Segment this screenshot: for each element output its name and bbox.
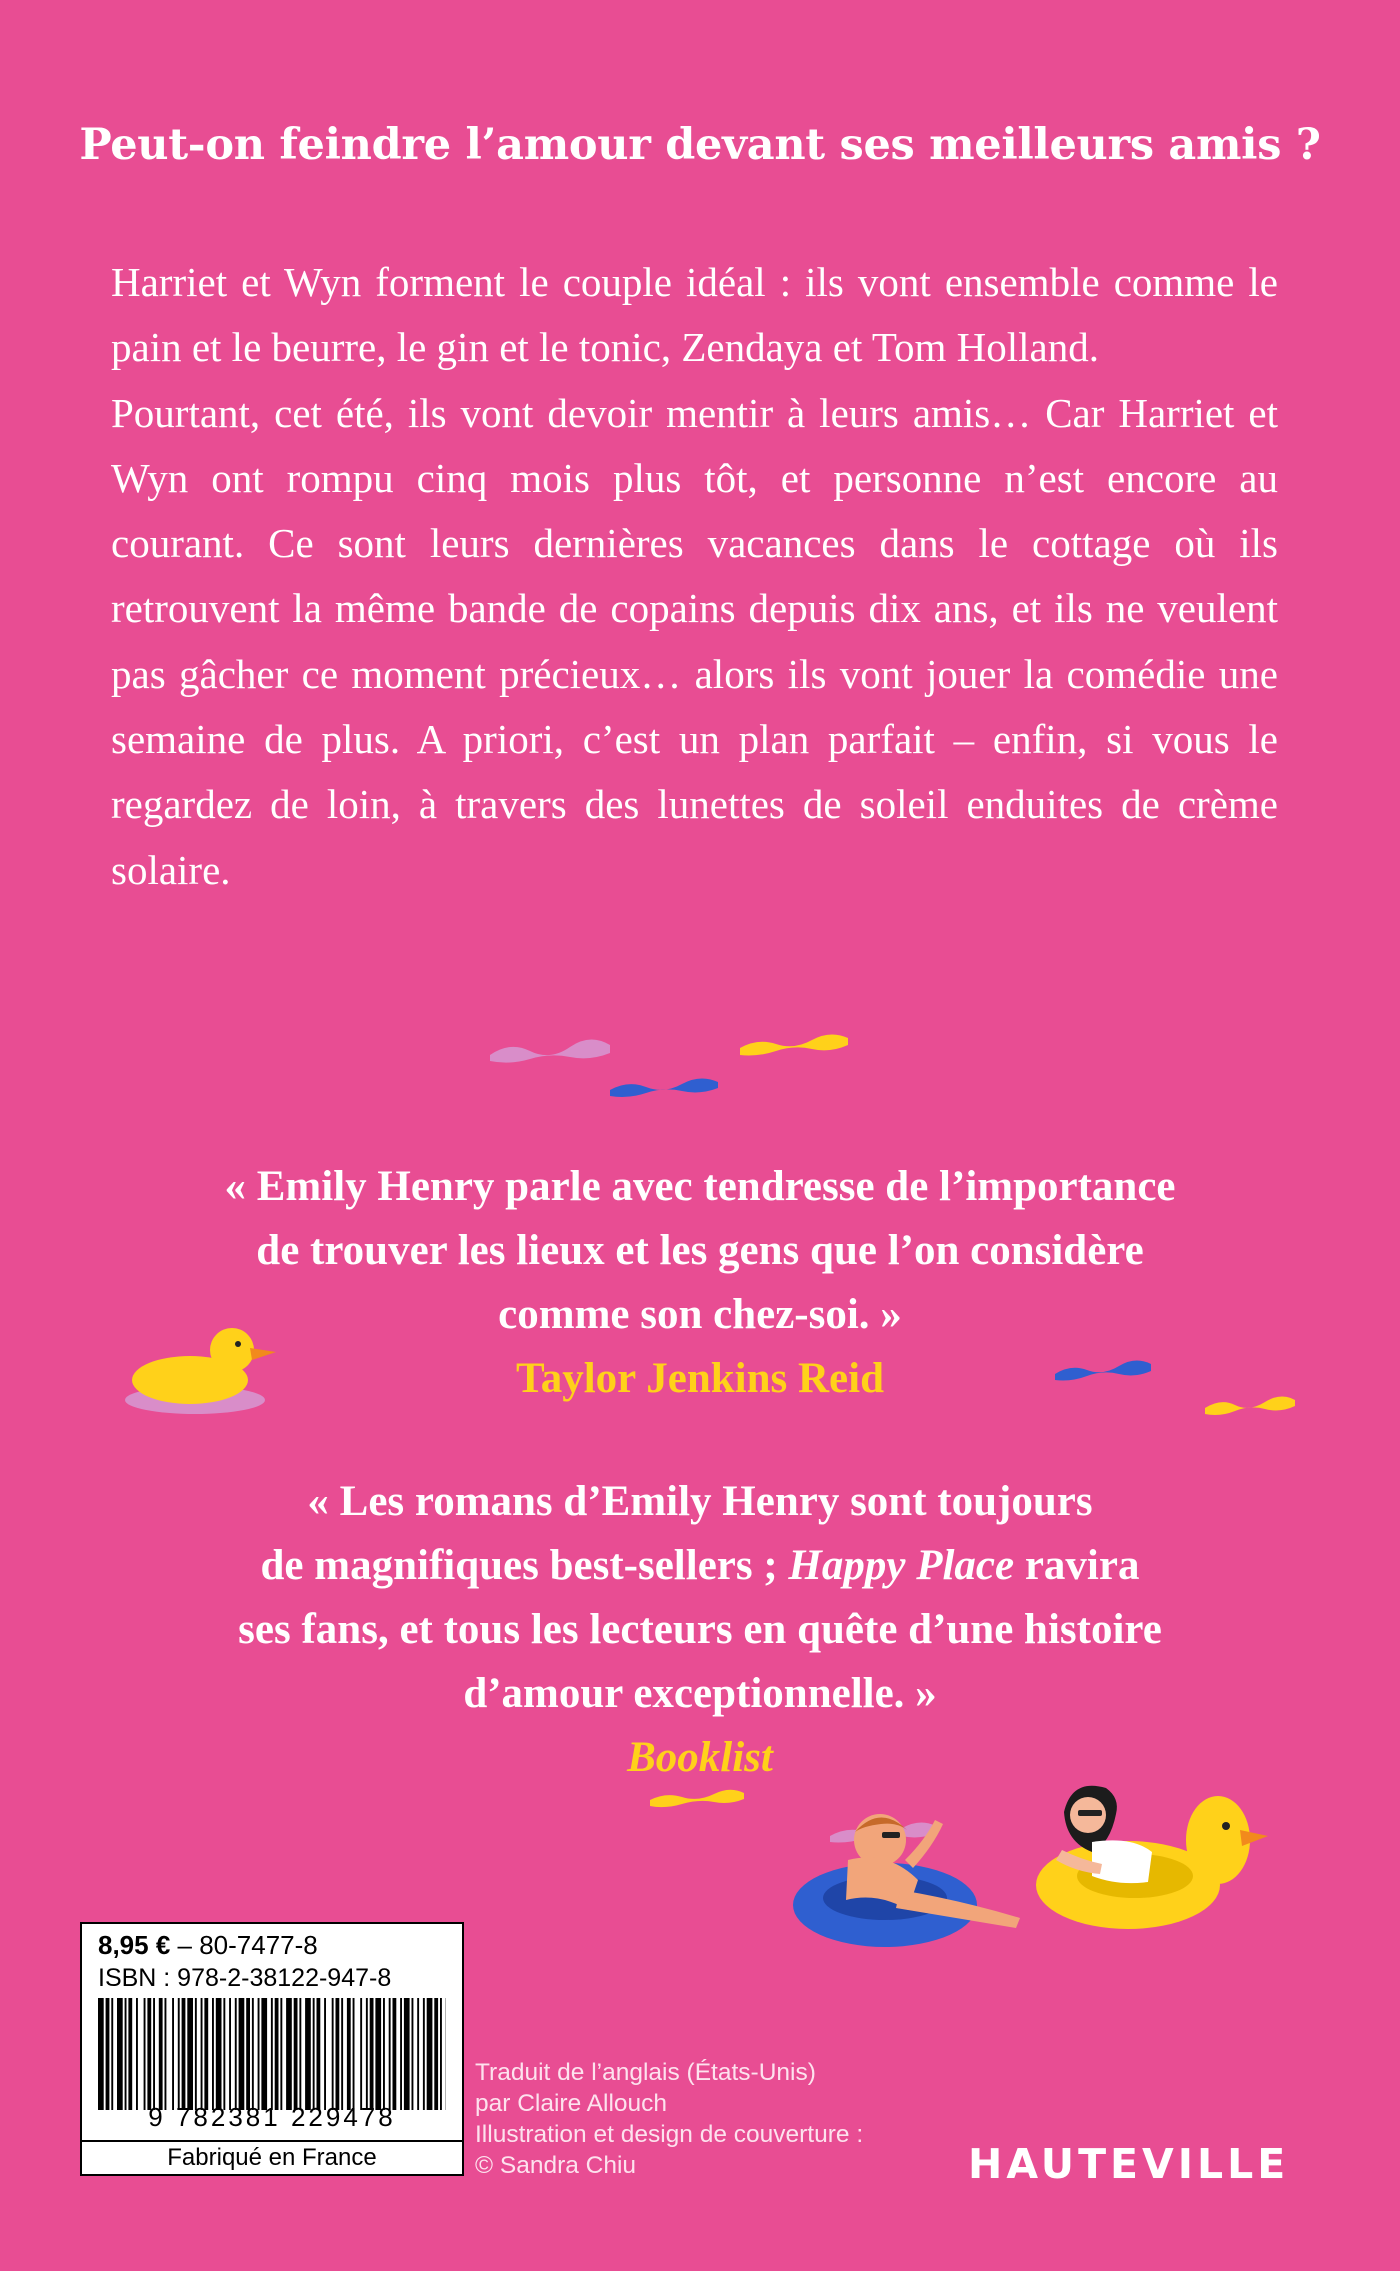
barcode-bar <box>144 1998 146 2110</box>
quote-booklist <box>0 1470 1400 1790</box>
barcode-bar <box>336 1998 340 2110</box>
barcode-bar <box>393 1998 397 2110</box>
barcode-bar <box>341 1998 343 2110</box>
swimmers-illustration <box>793 1786 1268 1947</box>
barcode-bar <box>229 1998 231 2110</box>
quote2-source: Booklist <box>627 1734 773 1781</box>
barcode-bar <box>375 1998 381 2110</box>
barcode-bar <box>427 1998 433 2110</box>
barcode-bar <box>252 1998 254 2110</box>
barcode-bar <box>111 1998 113 2110</box>
quote2-line3: ses fans, et tous les lecteurs en quête d’une histoire <box>238 1606 1162 1653</box>
barcode-digits: 9 782381 229478 <box>148 2102 396 2132</box>
barcode-bar <box>313 1998 315 2110</box>
barcode-bar <box>360 1998 362 2110</box>
barcode-bar <box>275 1998 279 2110</box>
barcode-bar <box>423 1998 425 2110</box>
barcode-bar <box>165 1998 167 2110</box>
barcode-bar <box>172 1998 174 2110</box>
barcode-bar <box>147 1998 151 2110</box>
quote-taylor-jenkins-reid <box>0 1155 1400 1411</box>
barcode-bar <box>417 1998 419 2110</box>
quote2-line2-pre: de magnifiques best-sellers ; <box>260 1542 789 1589</box>
barcode-bar <box>187 1998 193 2110</box>
wave-lilac-1 <box>490 1039 610 1062</box>
price-code: – 80-7477-8 <box>170 1930 318 1960</box>
barcode-bar <box>347 1998 351 2110</box>
barcode-bar <box>440 1998 442 2110</box>
barcode-bar <box>98 1998 104 2110</box>
barcode-bar <box>195 1998 197 2110</box>
barcode-bar <box>389 1998 391 2110</box>
barcode-bar <box>324 1998 326 2110</box>
barcode-bar <box>159 1998 163 2110</box>
publisher-logo: HAUTEVILLE <box>968 2140 1290 2188</box>
wave-blue-1 <box>610 1078 718 1097</box>
barcode-bar <box>258 1998 260 2110</box>
quote1-line2: de trouver les lieux et les gens que l’on considère <box>256 1227 1144 1274</box>
barcode-bar <box>117 1998 123 2110</box>
barcode-bar <box>294 1998 298 2110</box>
barcode-bar <box>280 1998 282 2110</box>
quote1-line1: « Emily Henry parle avec tendresse de l’importance <box>224 1163 1176 1210</box>
wave-yellow-3 <box>650 1790 744 1807</box>
barcode-bar <box>153 1998 155 2110</box>
quote2-book-title: Happy Place <box>788 1542 1015 1589</box>
credits-line1: Traduit de l’anglais (États-Unis) <box>475 2059 816 2086</box>
barcode-bar <box>261 1998 267 2110</box>
barcode-image <box>98 1998 446 2110</box>
barcode-bar <box>366 1998 368 2110</box>
price: 8,95 € <box>98 1930 171 1960</box>
barcode-bar <box>434 1998 438 2110</box>
barcode-bar <box>136 1998 138 2110</box>
barcode-bar <box>201 1998 203 2110</box>
barcode-bar <box>216 1998 222 2110</box>
barcode-bar <box>235 1998 237 2110</box>
quote2-line2-post: ravira <box>1014 1542 1140 1589</box>
barcode-bar <box>128 1998 132 2110</box>
blurb <box>111 250 1278 903</box>
quote2-line2 <box>0 1534 1400 1598</box>
barcode-bar <box>286 1998 292 2110</box>
credits-line4: © Sandra Chiu <box>475 2152 637 2179</box>
isbn: ISBN : 978-2-38122-947-8 <box>98 1964 392 1992</box>
barcode-bar <box>223 1998 225 2110</box>
credits-line3: Illustration et design de couverture : <box>475 2121 864 2148</box>
barcode-bar <box>204 1998 208 2110</box>
barcode-bar <box>353 1998 355 2110</box>
blurb-paragraph-1: Harriet et Wyn forment le couple idéal : ils vont ensemble comme le pain et le beurre, le gin et le tonic, Zendaya et Tom Holland. <box>111 259 1278 371</box>
quote1-author: Taylor Jenkins Reid <box>516 1355 884 1402</box>
barcode-bar <box>182 1998 186 2110</box>
credits <box>475 2057 863 2181</box>
barcode-bar <box>212 1998 214 2110</box>
credits-line2: par Claire Allouch <box>475 2090 668 2117</box>
barcode-bar <box>412 1998 414 2110</box>
barcode-bar <box>239 1998 245 2110</box>
quote2-line1: « Les romans d’Emily Henry sont toujours <box>307 1478 1093 1525</box>
made-in: Fabriqué en France <box>82 2140 462 2172</box>
barcode-bar <box>246 1998 250 2110</box>
quote2-line4: d’amour exceptionnelle. » <box>463 1670 937 1717</box>
barcode-bar <box>106 1998 110 2110</box>
barcode-price-line <box>98 1930 318 1961</box>
headline: Peut-on feindre l’amour devant ses meilleurs amis ? <box>79 120 1321 170</box>
quote1-line3: comme son chez-soi. » <box>498 1291 902 1338</box>
barcode-bar <box>383 1998 385 2110</box>
wave-yellow-1 <box>740 1034 848 1055</box>
barcode-bar <box>317 1998 321 2110</box>
barcode-bar <box>178 1998 180 2110</box>
barcode-bar <box>305 1998 311 2110</box>
barcode-box <box>80 1922 464 2176</box>
barcode-bar <box>299 1998 301 2110</box>
barcode-bar <box>400 1998 402 2110</box>
barcode-bar <box>404 1998 410 2110</box>
barcode-bar <box>332 1998 334 2110</box>
barcode-bar <box>125 1998 127 2110</box>
barcode-bar <box>370 1998 374 2110</box>
blurb-paragraph-2: Pourtant, cet été, ils vont devoir mentir à leurs amis… Car Harriet et Wyn ont rompu cinq mois plus tôt, et personne n’est encore au courant. Ce sont leurs dernières vacances dans le cottage où ils retrouvent la même bande de copains depuis dix ans, et ils ne veulent pas gâcher ce moment précieux… alors ils vont jouer la comédie une semaine de plus. A priori, c’est un plan parfait – enfin, si vous le regardez de loin, à travers des lunettes de soleil enduites de crème solaire. <box>111 389 1278 893</box>
barcode-bar <box>271 1998 273 2110</box>
